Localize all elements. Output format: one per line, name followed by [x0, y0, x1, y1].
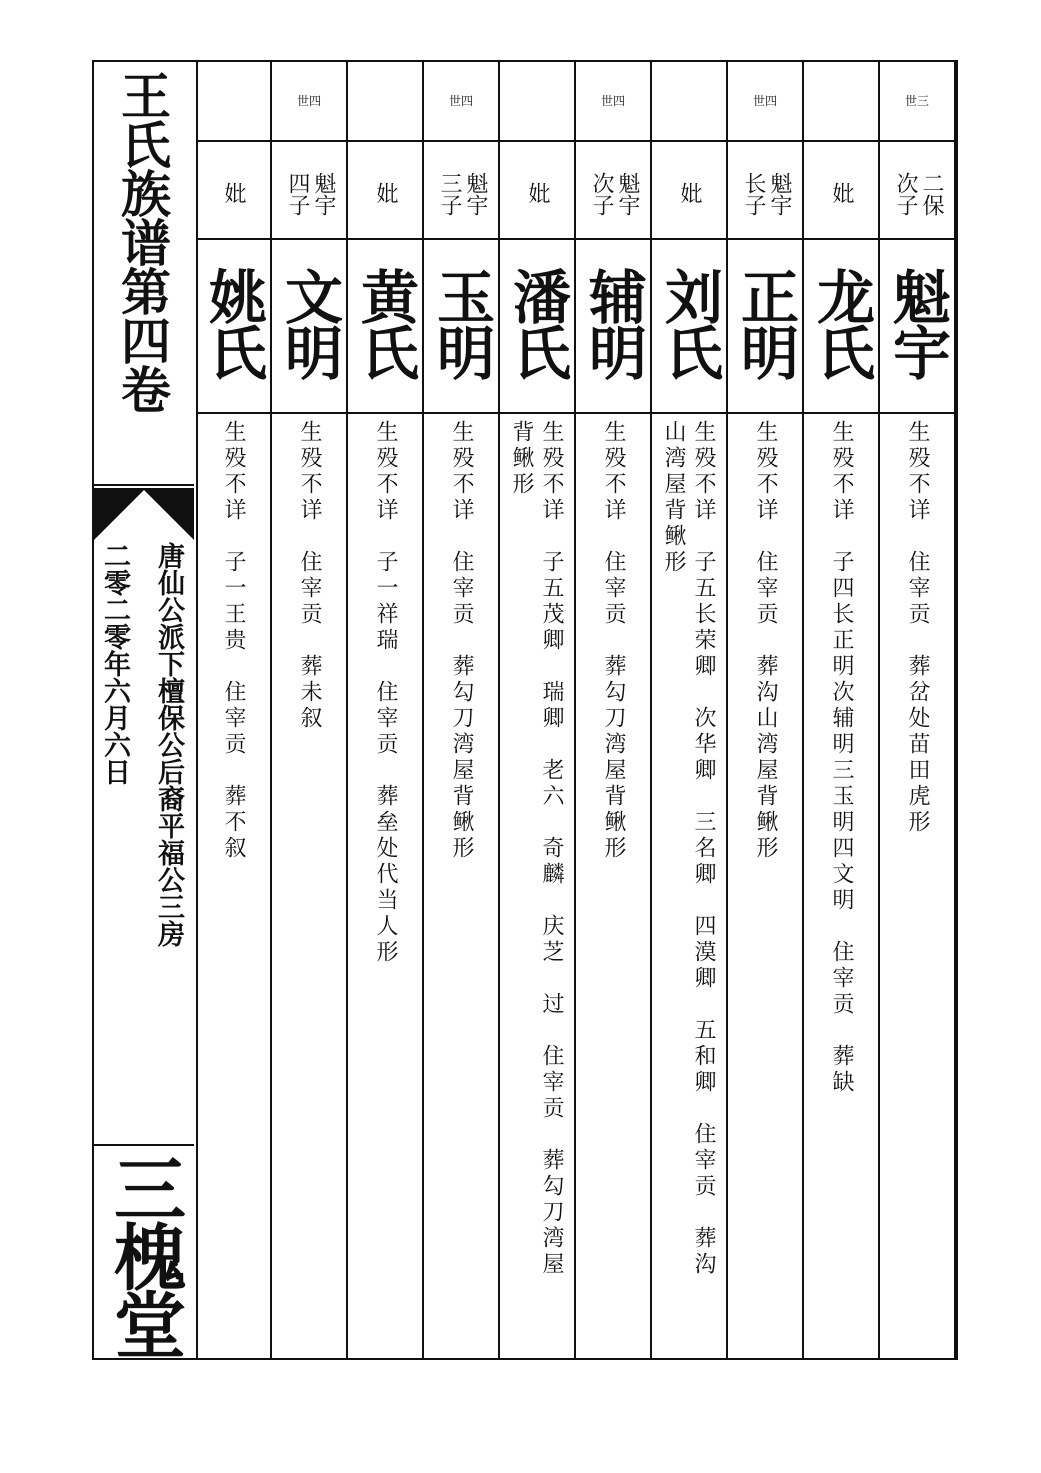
divider — [94, 484, 194, 486]
hall-name-block — [94, 1148, 194, 1358]
person-name-cell — [576, 267, 650, 383]
record-text: 生殁不详 子一祥瑞 住宰贡 葬垒处代当人形 — [373, 420, 398, 966]
record-cell — [804, 420, 878, 1355]
record-text: 生殁不详 子四长正明次辅明三玉明四文明 住宰贡 葬缺 — [829, 420, 854, 1096]
relation-label: 妣 — [221, 182, 246, 204]
person-name-cell — [272, 267, 346, 383]
person-column — [196, 62, 272, 1358]
person-column — [576, 62, 652, 1358]
person-name: 辅明 — [579, 267, 647, 379]
record-text: 生殁不详 子五茂卿 瑞卿 老六 奇麟 庆芝 过 住宰贡 葬勾刀湾屋 — [539, 420, 564, 1278]
record-cell — [348, 420, 422, 1355]
fishtail-mark-icon — [94, 490, 194, 540]
relation-label: 魁宇长子 — [741, 172, 792, 216]
person-name-cell — [728, 267, 802, 383]
book-title-block — [94, 62, 194, 482]
relation-label: 妣 — [677, 182, 702, 204]
record-cell — [576, 420, 650, 1355]
person-name: 黄氏 — [351, 267, 419, 379]
compile-date: 二零二零年六月六日 — [99, 542, 130, 785]
person-name-cell — [804, 267, 878, 383]
relation-cell — [880, 160, 954, 238]
relation-cell — [348, 160, 422, 238]
relation-label: 二保次子 — [893, 172, 944, 216]
record-text: 生殁不详 子一王贵 住宰贡 葬不叙 — [221, 420, 246, 862]
person-column — [880, 62, 956, 1358]
person-column — [804, 62, 880, 1358]
person-name: 魁宇 — [883, 267, 951, 379]
divider — [94, 1144, 194, 1146]
genealogy-grid — [196, 62, 956, 1358]
record-cell — [880, 420, 954, 1355]
relation-label: 魁宇四子 — [285, 172, 336, 216]
record-cell — [272, 420, 346, 1355]
record-cell — [424, 420, 498, 1355]
relation-cell — [424, 160, 498, 238]
record-cell — [196, 420, 270, 1355]
banner-block — [94, 490, 194, 1145]
person-name-cell — [348, 267, 422, 383]
record-text: 生殁不详 子五长荣卿 次华卿 三名卿 四漠卿 五和卿 住宰贡 葬沟 — [691, 420, 716, 1278]
generation-label: 世四 — [448, 94, 473, 108]
person-name: 姚氏 — [199, 267, 267, 379]
person-column — [500, 62, 576, 1358]
relation-label: 妣 — [373, 182, 398, 204]
relation-cell — [804, 160, 878, 238]
person-name-cell — [424, 267, 498, 383]
person-name-cell — [880, 267, 954, 383]
person-name-cell — [196, 267, 270, 383]
title-column — [94, 62, 198, 1358]
person-name: 文明 — [275, 267, 343, 379]
relation-cell — [728, 160, 802, 238]
person-name: 龙氏 — [807, 267, 875, 379]
generation-label: 世三 — [904, 94, 929, 108]
relation-label: 妣 — [525, 182, 550, 204]
person-column — [424, 62, 500, 1358]
generation-label: 世四 — [296, 94, 321, 108]
hall-name: 三槐堂 — [102, 1152, 187, 1356]
genealogy-page — [92, 60, 958, 1360]
relation-cell — [196, 160, 270, 238]
person-name-cell — [652, 267, 726, 383]
person-column — [348, 62, 424, 1358]
record-text: 生殁不详 住宰贡 葬沟山湾屋背鳅形 — [753, 420, 778, 862]
person-name: 正明 — [731, 267, 799, 379]
person-column — [652, 62, 728, 1358]
lineage-subtitle: 唐仙公派下檀保公后裔平福公三房 — [153, 542, 184, 947]
person-name-cell — [500, 267, 574, 383]
person-name: 潘氏 — [503, 267, 571, 379]
person-name: 刘氏 — [655, 267, 723, 379]
relation-label: 魁宇三子 — [437, 172, 488, 216]
record-text: 生殁不详 住宰贡 葬未叙 — [297, 420, 322, 732]
person-column — [728, 62, 804, 1358]
relation-cell — [652, 160, 726, 238]
record-text: 山湾屋背鳅形 — [661, 420, 686, 576]
relation-cell — [500, 160, 574, 238]
record-text: 生殁不详 住宰贡 葬岔处苗田虎形 — [905, 420, 930, 836]
record-text: 背鳅形 — [509, 420, 534, 498]
book-title: 王氏族谱第四卷 — [113, 70, 172, 413]
record-text: 生殁不详 住宰贡 葬勾刀湾屋背鳅形 — [449, 420, 474, 862]
generation-label: 世四 — [600, 94, 625, 108]
record-cell — [500, 420, 574, 1355]
relation-cell — [576, 160, 650, 238]
record-cell — [728, 420, 802, 1355]
person-name: 玉明 — [427, 267, 495, 379]
record-text: 生殁不详 住宰贡 葬勾刀湾屋背鳅形 — [601, 420, 626, 862]
relation-label: 魁宇次子 — [589, 172, 640, 216]
relation-label: 妣 — [829, 182, 854, 204]
person-column — [272, 62, 348, 1358]
relation-cell — [272, 160, 346, 238]
generation-label: 世四 — [752, 94, 777, 108]
record-cell — [652, 420, 726, 1355]
